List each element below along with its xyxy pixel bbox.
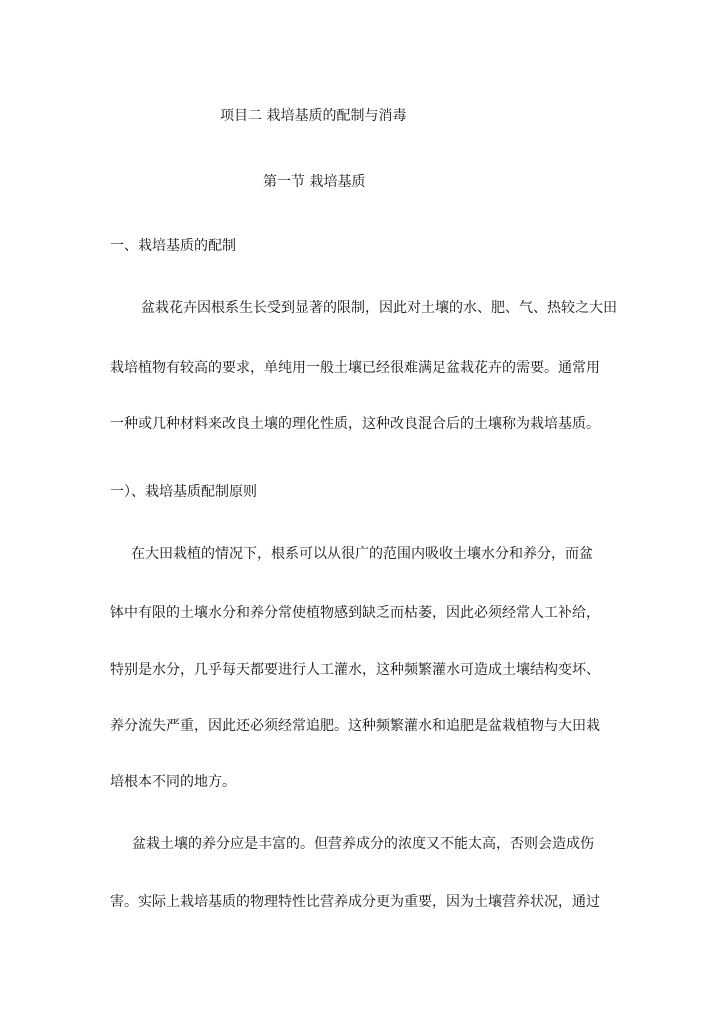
paragraph-1-line-2: 栽培植物有较高的要求，单纯用一般土壤已经很难满足盆栽花卉的需要。通常用: [110, 360, 600, 376]
paragraph-2-line-3: 特别是水分，几乎每天都要进行人工灌水，这种频繁灌水可造成土壤结构变坏、: [110, 662, 600, 678]
paragraph-1-line-3: 一种或几种材料来改良土壤的理化性质，这种改良混合后的土壤称为栽培基质。: [110, 416, 600, 432]
paragraph-1-line-1: 盆栽花卉因根系生长受到显著的限制，因此对土壤的水、肥、气、热较之大田: [141, 300, 617, 316]
heading-1: 一、栽培基质的配制: [110, 238, 236, 254]
paragraph-3-line-1: 盆栽土壤的养分应是丰富的。但营养成分的浓度又不能太高，否则会造成伤: [132, 836, 594, 852]
page-title: 项目二 栽培基质的配制与消毒: [220, 108, 407, 124]
section-title: 第一节 栽培基质: [263, 174, 366, 190]
paragraph-3-line-2: 害。实际上栽培基质的物理特性比营养成分更为重要，因为土壤营养状况，通过: [110, 894, 600, 910]
heading-2: 一）、栽培基质配制原则: [110, 484, 257, 500]
paragraph-2-line-4: 养分流失严重，因此还必须经常追肥。这种频繁灌水和追肥是盆栽植物与大田栽: [110, 718, 600, 734]
paragraph-2-line-5: 培根本不同的地方。: [110, 774, 236, 790]
paragraph-2-line-2: 钵中有限的土壤水分和养分常使植物感到缺乏而枯萎，因此必须经常人工补给，: [110, 605, 600, 621]
paragraph-2-line-1: 在大田栽植的情况下，根系可以从很广的范围内吸收土壤水分和养分，而盆: [131, 546, 593, 562]
